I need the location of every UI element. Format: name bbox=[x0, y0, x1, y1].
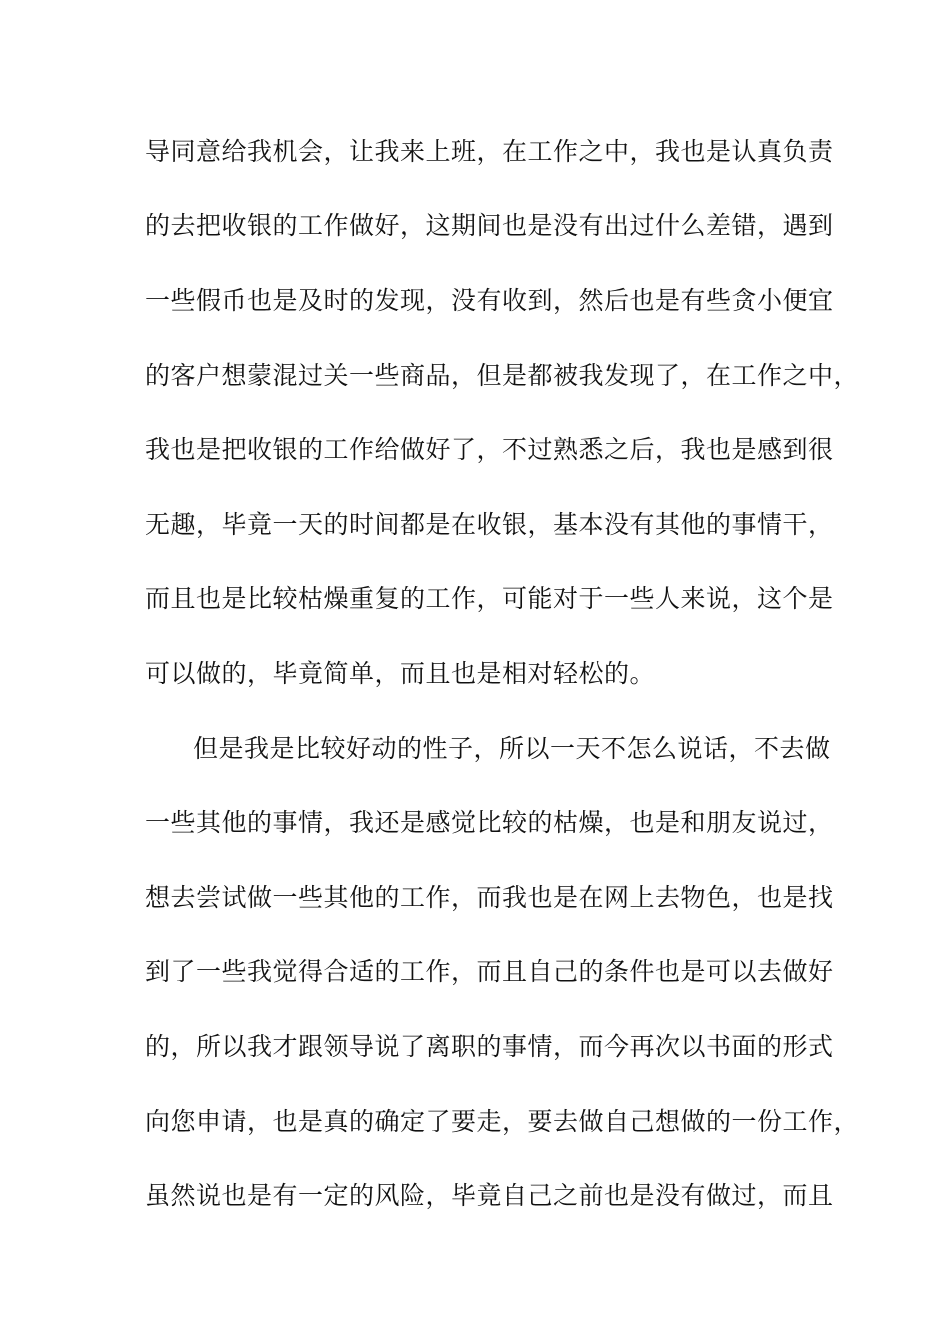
text-line: 导同意给我机会，让我来上班，在工作之中，我也是认真负责 bbox=[145, 137, 834, 166]
text-line: 想去尝试做一些其他的工作，而我也是在网上去物色，也是找 bbox=[145, 883, 834, 912]
text-line: 一些其他的事情，我还是感觉比较的枯燥，也是和朋友说过， bbox=[145, 808, 834, 837]
text-line: 虽然说也是有一定的风险，毕竟自己之前也是没有做过，而且 bbox=[145, 1181, 834, 1210]
text-line: 的，所以我才跟领导说了离职的事情，而今再次以书面的形式 bbox=[145, 1032, 834, 1061]
text-line: 一些假币也是及时的发现，没有收到，然后也是有些贪小便宜 bbox=[145, 286, 834, 315]
text-line: 而且也是比较枯燥重复的工作，可能对于一些人来说，这个是 bbox=[145, 584, 834, 613]
text-line: 向您申请，也是真的确定了要走，要去做自己想做的一份工作， bbox=[145, 1107, 860, 1136]
text-line: 的去把收银的工作做好，这期间也是没有出过什么差错，遇到 bbox=[145, 211, 834, 240]
text-line: 无趣，毕竟一天的时间都是在收银，基本没有其他的事情干， bbox=[145, 510, 834, 539]
text-line: 到了一些我觉得合适的工作，而且自己的条件也是可以去做好 bbox=[145, 957, 834, 986]
text-line: 我也是把收银的工作给做好了，不过熟悉之后，我也是感到很 bbox=[145, 435, 834, 464]
text-line: 的客户想蒙混过关一些商品，但是都被我发现了，在工作之中， bbox=[145, 361, 860, 390]
paragraph-first-line: 但是我是比较好动的性子，所以一天不怎么说话，不去做 bbox=[193, 734, 831, 763]
text-line: 可以做的，毕竟简单，而且也是相对轻松的。 bbox=[145, 659, 656, 688]
